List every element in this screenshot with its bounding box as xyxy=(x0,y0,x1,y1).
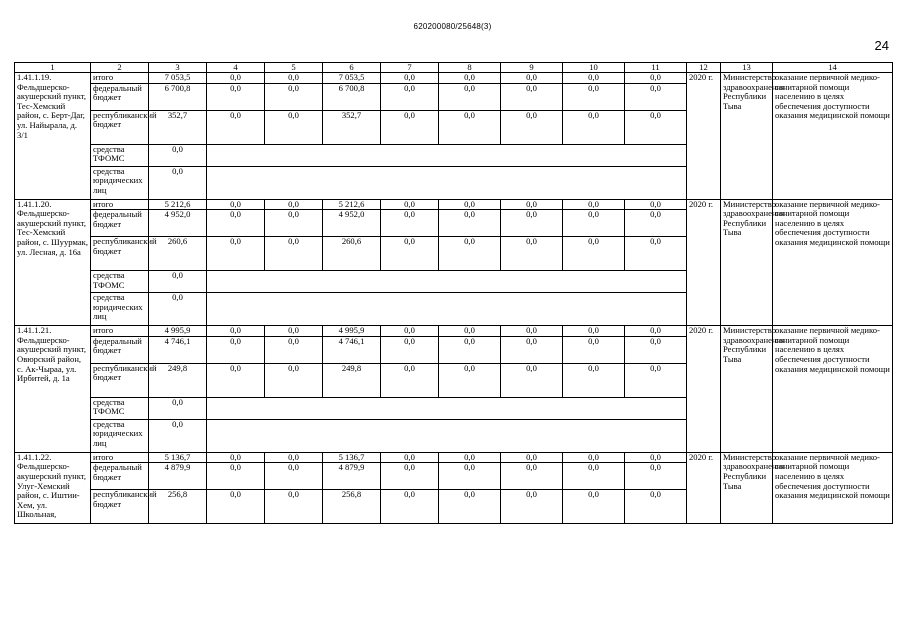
value-cell: 0,0 xyxy=(563,490,625,524)
year-cell: 2020 г. xyxy=(687,452,721,524)
value-cell: 4 995,9 xyxy=(149,326,207,337)
value-cell: 0,0 xyxy=(439,199,501,210)
table-row xyxy=(15,452,893,463)
value-cell: 0,0 xyxy=(563,336,625,363)
funding-source-cell: итого xyxy=(91,73,149,84)
column-number-row xyxy=(15,63,893,73)
value-cell: 352,7 xyxy=(323,110,381,144)
column-number-cell: 4 xyxy=(207,63,265,73)
value-cell: 0,0 xyxy=(439,83,501,110)
value-cell: 0,0 xyxy=(149,419,207,452)
value-cell: 0,0 xyxy=(625,463,687,490)
value-cell: 0,0 xyxy=(501,490,563,524)
column-number-cell: 2 xyxy=(91,63,149,73)
value-cell: 5 212,6 xyxy=(149,199,207,210)
value-cell: 4 746,1 xyxy=(149,336,207,363)
empty-cell xyxy=(207,293,687,326)
value-cell: 0,0 xyxy=(501,199,563,210)
value-cell: 260,6 xyxy=(323,237,381,271)
year-cell: 2020 г. xyxy=(687,199,721,326)
value-cell: 0,0 xyxy=(501,73,563,84)
value-cell: 0,0 xyxy=(265,73,323,84)
value-cell: 0,0 xyxy=(265,83,323,110)
value-cell: 0,0 xyxy=(625,199,687,210)
value-cell: 0,0 xyxy=(563,237,625,271)
value-cell: 5 212,6 xyxy=(323,199,381,210)
value-cell: 249,8 xyxy=(323,363,381,397)
funding-source-cell: средства ТФОМС xyxy=(91,397,149,419)
value-cell: 0,0 xyxy=(501,83,563,110)
value-cell: 0,0 xyxy=(265,210,323,237)
table-row xyxy=(15,199,893,210)
value-cell: 0,0 xyxy=(265,237,323,271)
empty-cell xyxy=(207,144,687,166)
value-cell: 0,0 xyxy=(381,199,439,210)
column-number-cell: 1 xyxy=(15,63,91,73)
value-cell: 5 136,7 xyxy=(323,452,381,463)
value-cell: 0,0 xyxy=(381,210,439,237)
object-name-cell: 1.41.1.20. Фельдшерско-акушерский пункт, Тес-Хемский район, с. Шуурмак, ул. Лесная, д. 16а xyxy=(15,199,91,326)
value-cell: 6 700,8 xyxy=(149,83,207,110)
column-number-cell: 8 xyxy=(439,63,501,73)
column-number-cell: 5 xyxy=(265,63,323,73)
value-cell: 0,0 xyxy=(625,73,687,84)
value-cell: 4 879,9 xyxy=(149,463,207,490)
object-name-cell: 1.41.1.22. Фельдшерско-акушерский пункт, Улуг-Хемский район, с. Иштии-Хем, ул. Школьная, xyxy=(15,452,91,524)
column-number-cell: 11 xyxy=(625,63,687,73)
value-cell: 0,0 xyxy=(149,166,207,199)
empty-cell xyxy=(207,419,687,452)
value-cell: 7 053,5 xyxy=(149,73,207,84)
value-cell: 4 952,0 xyxy=(323,210,381,237)
value-cell: 0,0 xyxy=(439,237,501,271)
year-cell: 2020 г. xyxy=(687,73,721,200)
value-cell: 0,0 xyxy=(501,326,563,337)
value-cell: 0,0 xyxy=(501,210,563,237)
purpose-cell: оказание первичной медико-санитарной помощи населению в целях обеспечения доступности оказания медицинской помощи xyxy=(773,452,893,524)
executor-cell: Министерство здравоохранения Республики Тыва xyxy=(721,326,773,453)
value-cell: 0,0 xyxy=(625,83,687,110)
column-number-cell: 14 xyxy=(773,63,893,73)
value-cell: 0,0 xyxy=(439,363,501,397)
funding-source-cell: средства юридических лиц xyxy=(91,419,149,452)
value-cell: 0,0 xyxy=(501,452,563,463)
value-cell: 0,0 xyxy=(563,199,625,210)
value-cell: 0,0 xyxy=(563,463,625,490)
value-cell: 0,0 xyxy=(207,110,265,144)
value-cell: 0,0 xyxy=(439,326,501,337)
value-cell: 0,0 xyxy=(501,363,563,397)
value-cell: 0,0 xyxy=(381,336,439,363)
value-cell: 0,0 xyxy=(265,452,323,463)
value-cell: 256,8 xyxy=(323,490,381,524)
value-cell: 0,0 xyxy=(563,73,625,84)
empty-cell xyxy=(207,397,687,419)
value-cell: 0,0 xyxy=(563,210,625,237)
value-cell: 0,0 xyxy=(207,463,265,490)
value-cell: 0,0 xyxy=(563,83,625,110)
value-cell: 0,0 xyxy=(439,463,501,490)
value-cell: 249,8 xyxy=(149,363,207,397)
funding-source-cell: средства юридических лиц xyxy=(91,166,149,199)
funding-source-cell: республиканский бюджет xyxy=(91,363,149,397)
column-number-cell: 12 xyxy=(687,63,721,73)
empty-cell xyxy=(207,271,687,293)
value-cell: 0,0 xyxy=(149,293,207,326)
value-cell: 0,0 xyxy=(265,363,323,397)
value-cell: 0,0 xyxy=(207,83,265,110)
column-number-cell: 13 xyxy=(721,63,773,73)
value-cell: 0,0 xyxy=(149,144,207,166)
funding-source-cell: республиканский бюджет xyxy=(91,237,149,271)
funding-source-cell: республиканский бюджет xyxy=(91,490,149,524)
column-number-cell: 10 xyxy=(563,63,625,73)
value-cell: 4 952,0 xyxy=(149,210,207,237)
value-cell: 0,0 xyxy=(563,363,625,397)
value-cell: 0,0 xyxy=(625,326,687,337)
value-cell: 0,0 xyxy=(501,463,563,490)
page-number: 24 xyxy=(874,38,889,53)
funding-source-cell: федеральный бюджет xyxy=(91,210,149,237)
value-cell: 0,0 xyxy=(625,110,687,144)
value-cell: 0,0 xyxy=(563,110,625,144)
purpose-cell: оказание первичной медико-санитарной помощи населению в целях обеспечения доступности оказания медицинской помощи xyxy=(773,73,893,200)
year-cell: 2020 г. xyxy=(687,326,721,453)
value-cell: 6 700,8 xyxy=(323,83,381,110)
funding-source-cell: федеральный бюджет xyxy=(91,463,149,490)
value-cell: 0,0 xyxy=(207,237,265,271)
object-name-cell: 1.41.1.21. Фельдшерско-акушерский пункт, Овюрский район, с. Ак-Чыраа, ул. Ирбитей, д. 1а xyxy=(15,326,91,453)
value-cell: 0,0 xyxy=(381,237,439,271)
value-cell: 0,0 xyxy=(439,490,501,524)
value-cell: 0,0 xyxy=(501,110,563,144)
value-cell: 0,0 xyxy=(381,452,439,463)
value-cell: 0,0 xyxy=(625,237,687,271)
column-number-cell: 6 xyxy=(323,63,381,73)
value-cell: 0,0 xyxy=(625,490,687,524)
value-cell: 0,0 xyxy=(563,326,625,337)
table-row xyxy=(15,73,893,84)
value-cell: 0,0 xyxy=(381,326,439,337)
value-cell: 0,0 xyxy=(207,336,265,363)
document-number: 620200080/25648(3) xyxy=(413,22,492,31)
executor-cell: Министерство здравоохранения Республики Тыва xyxy=(721,73,773,200)
table-row xyxy=(15,326,893,337)
value-cell: 0,0 xyxy=(439,336,501,363)
value-cell: 0,0 xyxy=(149,271,207,293)
funding-source-cell: итого xyxy=(91,326,149,337)
funding-source-cell: средства юридических лиц xyxy=(91,293,149,326)
value-cell: 4 746,1 xyxy=(323,336,381,363)
value-cell: 0,0 xyxy=(439,73,501,84)
value-cell: 0,0 xyxy=(207,363,265,397)
funding-source-cell: республиканский бюджет xyxy=(91,110,149,144)
value-cell: 0,0 xyxy=(381,490,439,524)
value-cell: 0,0 xyxy=(501,336,563,363)
value-cell: 0,0 xyxy=(207,210,265,237)
value-cell: 0,0 xyxy=(625,363,687,397)
value-cell: 0,0 xyxy=(207,199,265,210)
funding-source-cell: средства ТФОМС xyxy=(91,144,149,166)
empty-cell xyxy=(207,166,687,199)
value-cell: 0,0 xyxy=(265,326,323,337)
value-cell: 4 995,9 xyxy=(323,326,381,337)
executor-cell: Министерство здравоохранения Республики Тыва xyxy=(721,199,773,326)
value-cell: 0,0 xyxy=(207,452,265,463)
funding-source-cell: федеральный бюджет xyxy=(91,83,149,110)
column-number-cell: 7 xyxy=(381,63,439,73)
funding-source-cell: итого xyxy=(91,452,149,463)
value-cell: 0,0 xyxy=(381,73,439,84)
value-cell: 0,0 xyxy=(381,83,439,110)
value-cell: 0,0 xyxy=(265,199,323,210)
value-cell: 0,0 xyxy=(625,452,687,463)
value-cell: 0,0 xyxy=(563,452,625,463)
value-cell: 0,0 xyxy=(625,336,687,363)
value-cell: 7 053,5 xyxy=(323,73,381,84)
value-cell: 0,0 xyxy=(207,326,265,337)
value-cell: 0,0 xyxy=(625,210,687,237)
value-cell: 0,0 xyxy=(265,336,323,363)
value-cell: 0,0 xyxy=(439,452,501,463)
column-number-cell: 3 xyxy=(149,63,207,73)
value-cell: 0,0 xyxy=(381,463,439,490)
budget-table xyxy=(14,62,893,524)
value-cell: 0,0 xyxy=(265,110,323,144)
executor-cell: Министерство здравоохранения Республики Тыва xyxy=(721,452,773,524)
column-number-cell: 9 xyxy=(501,63,563,73)
value-cell: 0,0 xyxy=(207,490,265,524)
value-cell: 0,0 xyxy=(381,363,439,397)
purpose-cell: оказание первичной медико-санитарной помощи населению в целях обеспечения доступности оказания медицинской помощи xyxy=(773,199,893,326)
funding-source-cell: федеральный бюджет xyxy=(91,336,149,363)
object-name-cell: 1.41.1.19. Фельдшерско-акушерский пункт, Тес-Хемский район, с. Берт-Даг, ул. Найырала, д. 3/1 xyxy=(15,73,91,200)
value-cell: 0,0 xyxy=(381,110,439,144)
value-cell: 0,0 xyxy=(501,237,563,271)
value-cell: 0,0 xyxy=(439,110,501,144)
value-cell: 0,0 xyxy=(265,463,323,490)
value-cell: 0,0 xyxy=(439,210,501,237)
funding-source-cell: средства ТФОМС xyxy=(91,271,149,293)
value-cell: 5 136,7 xyxy=(149,452,207,463)
value-cell: 0,0 xyxy=(265,490,323,524)
value-cell: 256,8 xyxy=(149,490,207,524)
value-cell: 260,6 xyxy=(149,237,207,271)
value-cell: 0,0 xyxy=(207,73,265,84)
value-cell: 4 879,9 xyxy=(323,463,381,490)
value-cell: 0,0 xyxy=(149,397,207,419)
value-cell: 352,7 xyxy=(149,110,207,144)
purpose-cell: оказание первичной медико-санитарной помощи населению в целях обеспечения доступности оказания медицинской помощи xyxy=(773,326,893,453)
funding-source-cell: итого xyxy=(91,199,149,210)
